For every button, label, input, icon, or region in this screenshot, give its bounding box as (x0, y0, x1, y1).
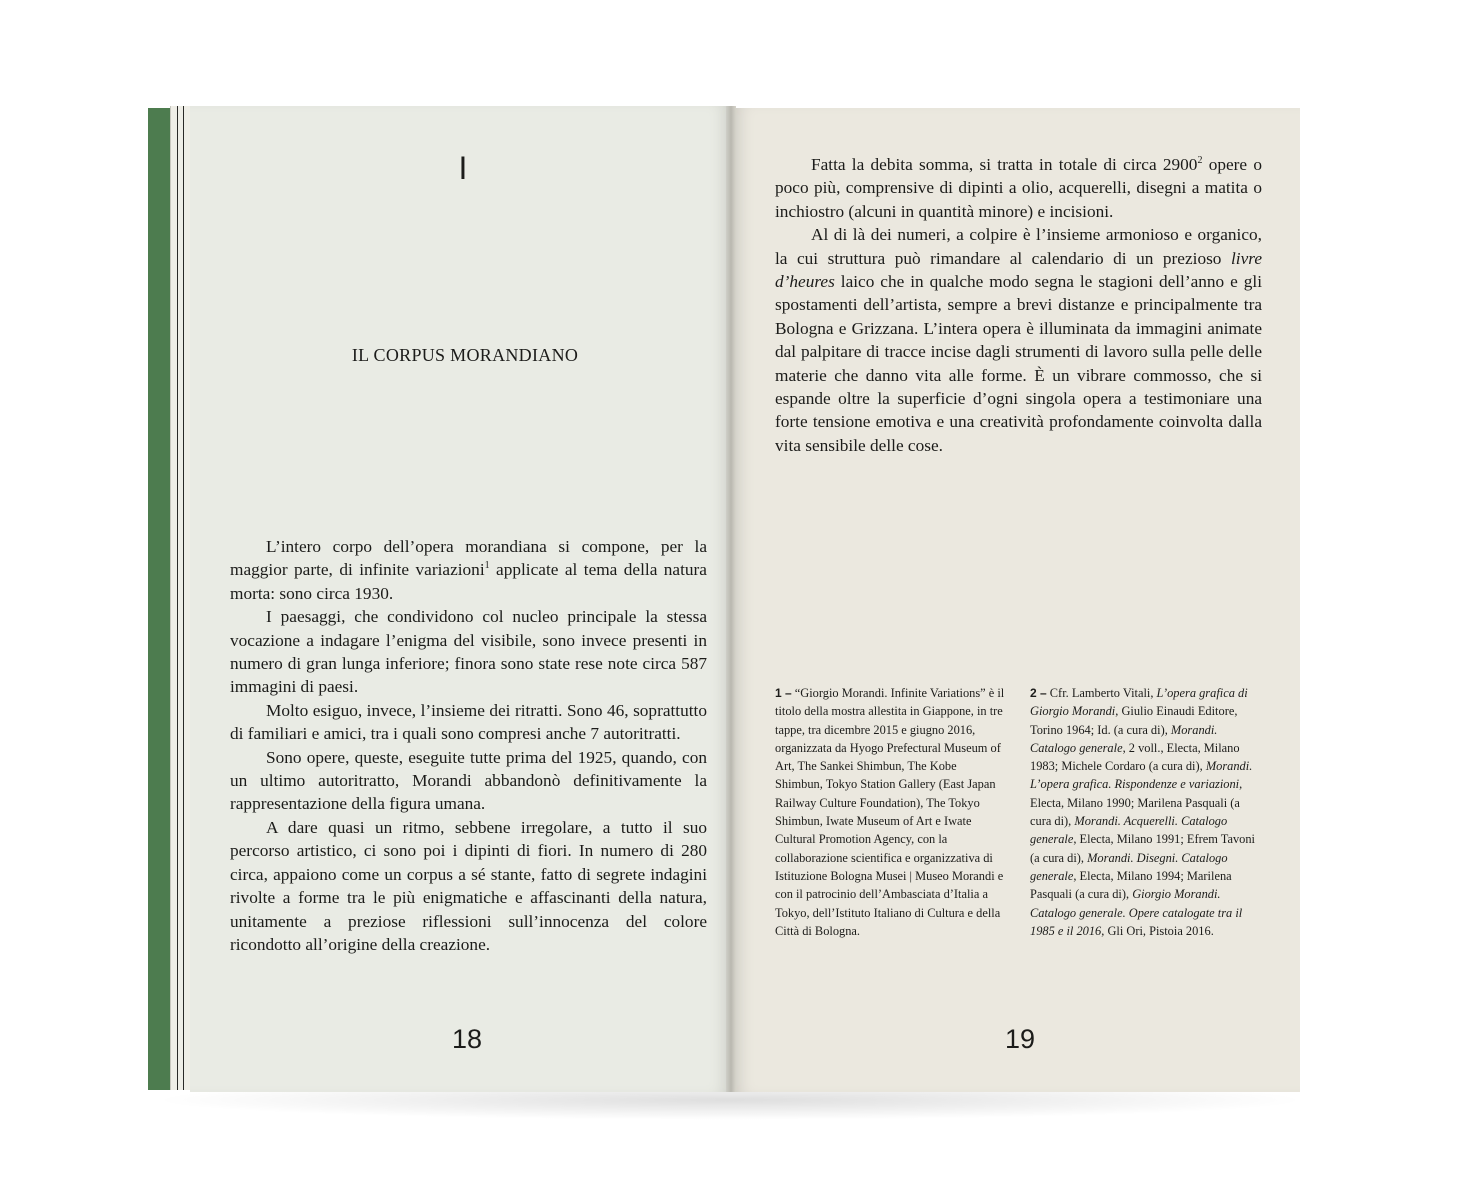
page-stack-edge (170, 106, 191, 1090)
page-number-left: 18 (451, 1024, 483, 1054)
paragraph: A dare quasi un ritmo, sebbene irregolare, a tutto il suo percorso artistico, ci sono poi i dipinti di fiori. In numero di 280 circa, appaiono come un corpus a sé stante, fatto di segrete indagini rivolte a forme tra le più enigmatiche e affascinanti della natura, unitamente a preziose riflessioni sull’innocenza del colore ricondotto all’origine della creazione. (230, 817, 707, 954)
footnote-1: 1 – “Giorgio Morandi. Infinite Variations” è il titolo della mostra allestita in Giappone, in tre tappe, tra dicembre 2015 e giugno 2016, organizzata da Hyogo Prefectural Museum of Art, The Sankei Shimbun, The Kobe Shimbun, Tokyo Station Gallery (East Japan Railway Culture Foundation), The Tokyo Shimbun, Iwate Museum of Art e Iwate Cultural Promotion Agency, con la collaborazione scientifica e organizzativa di Istituzione Bologna Musei | Museo Morandi e con il patrocinio dell’Ambasciata d’Italia a Tokyo, dell’Istituto Italiano di Cultura e della Città di Bologna. (775, 686, 1005, 938)
page-number-right: 19 (1004, 1024, 1036, 1054)
footnote-2: 2 – Cfr. Lamberto Vitali, L’opera grafica di Giorgio Morandi, Giulio Einaudi Editore, Torino 1964; Id. (a cura di), Morandi. Catalogo generale, 2 voll., Electa, Milano 1983; Michele Cordaro (a cura di), Morandi. L’opera grafica. Rispondenze e variazioni, Electa, Milano 1990; Marilena Pasquali (a cura di), Morandi. Acquerelli. Catalogo generale, Electa, Milano 1991; Efrem Tavoni (a cura di), Morandi. Disegni. Catalogo generale, Electa, Milano 1994; Marilena Pasquali (a cura di), Giorgio Morandi. Catalogo generale. Opere catalogate tra il 1985 e il 2016, Gli Ori, Pistoia 2016. (1030, 686, 1255, 938)
paragraph: Al di là dei numeri, a colpire è l’insieme armonioso e organico, la cui struttura può rimandare al calendario di un prezioso livre d’heures laico che in qualche modo segna le stagioni dell’anno e gli spostamenti dell’artista, sempre a brevi distanze e principalmente tra Bologna e Grizzana. L’intera opera è illuminata da immagini animate dal palpitare di tracce incise dagli strumenti di lavoro sulla pelle delle materie che danno vita alle forme. È un vibrare commosso, che si espande oltre la superficie d’ogni singola opera a testimoniare una forte tensione emotiva e una creatività profondamente coinvolta dalla vita sensibile delle cose. (775, 225, 1262, 455)
chapter-numeral: I (458, 150, 468, 186)
book-gutter (726, 106, 736, 1092)
chapter-title: IL CORPUS MORANDIANO (351, 345, 579, 365)
footnote-number: 2 – (1030, 686, 1047, 700)
right-body-text (775, 153, 1262, 457)
paragraph: Molto esiguo, invece, l’insieme dei ritratti. Sono 46, soprattutto di familiari e amici, tra i quali sono compresi anche 7 autoritratti. (230, 700, 707, 744)
paragraph: Sono opere, queste, eseguite tutte prima del 1925, quando, con un ultimo autoritratto, Morandi abbandonò definitivamente la rappresentazione della figura umana. (230, 747, 707, 814)
paragraph: Fatta la debita somma, si tratta in totale di circa 2900$^2$ opere o poco più, comprensive di dipinti a olio, acquerelli, disegni a matita o inchiostro (alcuni in quantità minore) e incisioni. (775, 155, 1262, 221)
left-body-text (230, 535, 707, 956)
footnote-ref-1[interactable]: 1 (484, 560, 490, 572)
footnote-ref-2[interactable]: 2 (1197, 155, 1203, 167)
paragraph: L’intero corpo dell’opera morandiana si compone, per la maggior parte, di infinite variazioni$^1$ applicate al tema della natura morta: sono circa 1930. (230, 537, 707, 603)
footnote-number: 1 – (775, 686, 792, 700)
paragraph: I paesaggi, che condividono col nucleo principale la stessa vocazione a indagare l’enigma del visibile, sono invece presenti in numero di gran lunga inferiore; finora sono state rese note circa 587 immagini di paesi. (230, 607, 707, 697)
